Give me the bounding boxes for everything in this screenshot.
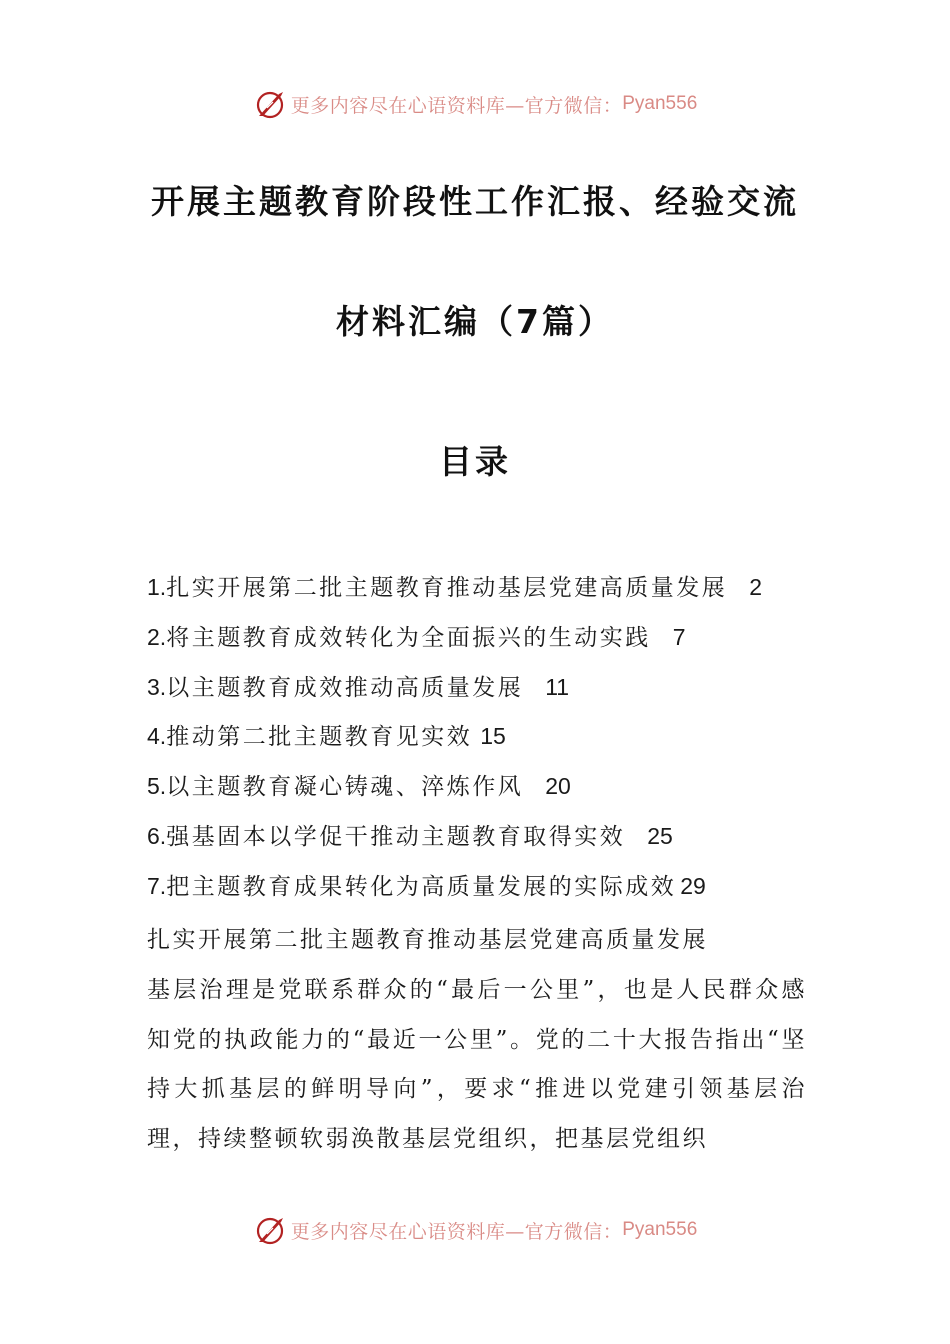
quill-logo-icon: [253, 86, 289, 122]
toc-item[interactable]: 6.强基固本以学促干推动主题教育取得实效 25: [147, 822, 673, 850]
body-content: [147, 916, 807, 1165]
watermark-wechat-id: Pyan556: [622, 1219, 698, 1240]
toc-item[interactable]: 5.以主题教育凝心铸魂、淬炼作风 20: [147, 773, 571, 801]
section-title: 扎实开展第二批主题教育推动基层党建高质量发展: [147, 927, 708, 953]
toc-item[interactable]: 7.把主题教育成果转化为高质量发展的实际成效 29: [147, 872, 706, 900]
toc-item[interactable]: 2.将主题教育成效转化为全面振兴的生动实践 7: [147, 623, 686, 651]
watermark-text: 更多内容尽在心语资料库—官方微信：: [290, 94, 623, 117]
watermark-wechat-id: Pyan556: [622, 93, 698, 114]
quill-logo-icon: [253, 1212, 289, 1248]
toc-item[interactable]: 4.推动第二批主题教育见实效 15: [147, 723, 506, 751]
document-title-line-2: 材料汇编（7篇）: [336, 302, 614, 341]
watermark-text: 更多内容尽在心语资料库—官方微信：: [290, 1220, 623, 1243]
watermark-header: [0, 84, 950, 124]
document-title-line-1: 开展主题教育阶段性工作汇报、经验交流: [151, 182, 799, 221]
toc-item[interactable]: 3.以主题教育成效推动高质量发展 11: [147, 673, 570, 701]
toc-heading: 目录: [439, 442, 511, 481]
toc-item[interactable]: 1.扎实开展第二批主题教育推动基层党建高质量发展 2: [147, 574, 762, 601]
body-paragraph: 基层治理是党联系群众的“最后一公里”，也是人民群众感知党的执政能力的“最近一公里”。党的二十大报告指出“坚持大抓基层的鲜明导向”，要求“推进以党建引领基层治理，持续整顿软弱涣散基层党组织，把基层党组织: [147, 976, 807, 1153]
watermark-footer: [0, 1210, 950, 1250]
table-of-contents: [147, 567, 827, 916]
